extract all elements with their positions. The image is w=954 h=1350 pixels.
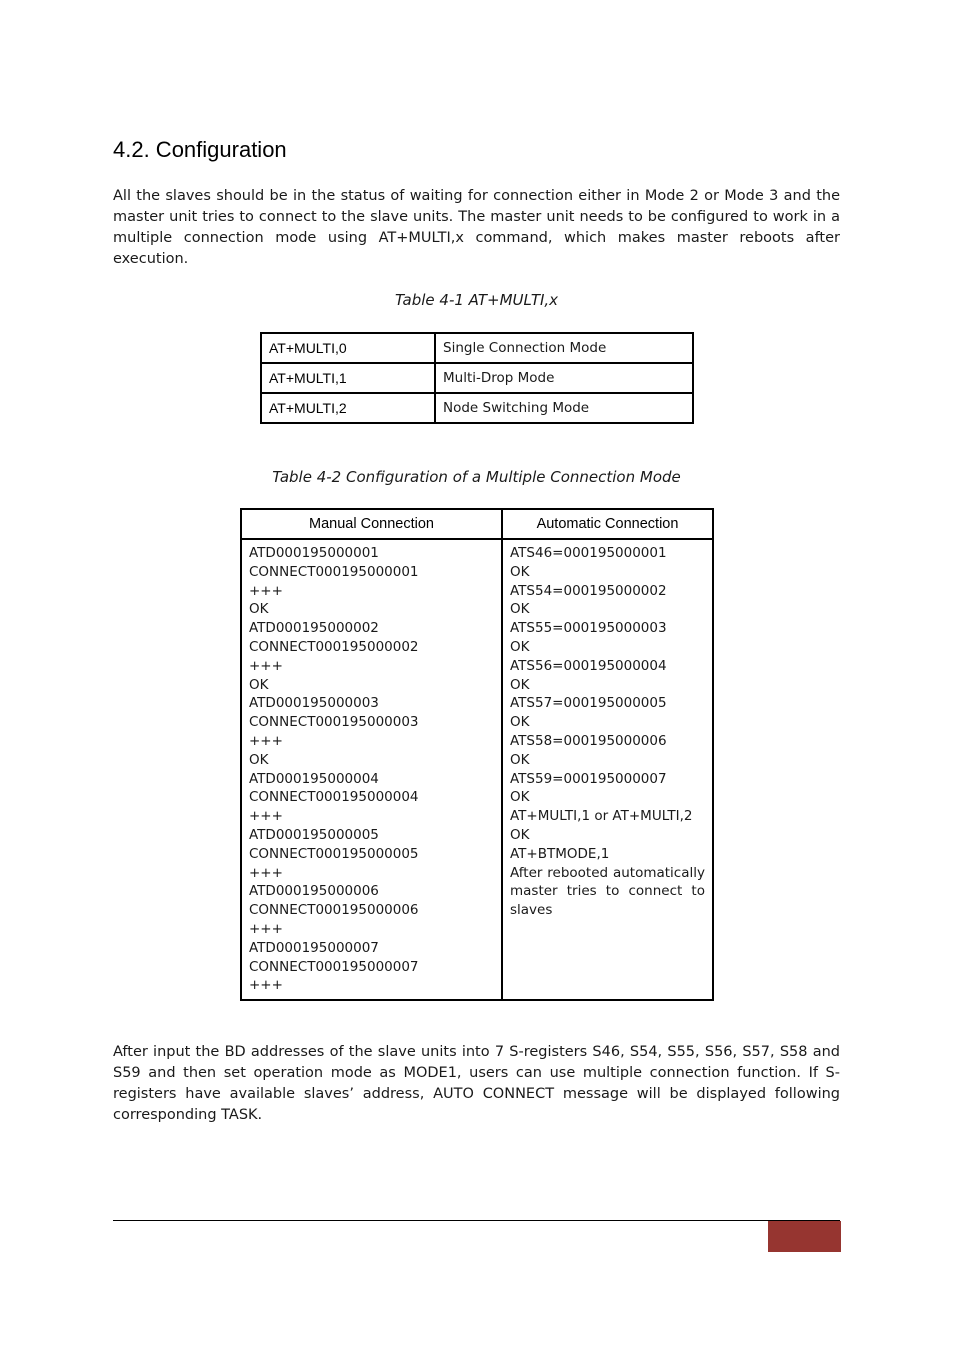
footer-divider xyxy=(113,1220,840,1221)
command-cell: AT+MULTI,0 xyxy=(261,333,435,363)
manual-line: +++ xyxy=(249,657,283,674)
manual-line: +++ xyxy=(249,808,283,825)
command-cell: AT+MULTI,1 xyxy=(261,363,435,393)
table-row xyxy=(261,393,693,423)
automatic-note: After rebooted automatically master tries to connect to slaves xyxy=(510,864,705,919)
manual-line: +++ xyxy=(249,920,283,937)
description-cell: Multi-Drop Mode xyxy=(435,363,693,393)
automatic-line: OK xyxy=(510,638,530,655)
command-cell: AT+MULTI,2 xyxy=(261,393,435,423)
automatic-line: OK xyxy=(510,751,530,768)
automatic-line: AT+MULTI,1 or AT+MULTI,2 xyxy=(510,808,693,825)
manual-line: ATD000195000001 xyxy=(249,545,379,561)
table1-caption: Table 4-1 AT+MULTI,x xyxy=(394,291,559,309)
at-multi-table xyxy=(260,332,694,424)
manual-line: CONNECT000195000002 xyxy=(249,638,419,655)
manual-line: ATD000195000006 xyxy=(249,883,379,900)
manual-line: CONNECT000195000001 xyxy=(249,563,419,580)
closing-paragraph: After input the BD addresses of the slave units into 7 S-registers S46, S54, S55, S56, S57, S58 and S59 and then set operation mode as MODE1, users can use multiple connection function. If S-registers have available slaves’ address, AUTO CONNECT message will be displayed following corresponding TASK. xyxy=(113,1044,840,1123)
description-cell: Single Connection Mode xyxy=(435,333,693,363)
manual-connection-header: Manual Connection xyxy=(241,509,502,539)
automatic-line: ATS58=000195000006 xyxy=(510,732,667,749)
manual-line: +++ xyxy=(249,582,283,599)
multiple-connection-table xyxy=(240,508,714,1001)
manual-line: CONNECT000195000004 xyxy=(249,789,419,806)
automatic-commands-cell xyxy=(502,539,713,1000)
manual-line: ATD000195000002 xyxy=(249,620,379,637)
automatic-line: OK xyxy=(510,789,530,806)
automatic-line: ATS56=000195000004 xyxy=(510,657,667,674)
table-row xyxy=(261,363,693,393)
automatic-line: ATS54=000195000002 xyxy=(510,582,667,599)
manual-line: OK xyxy=(249,676,269,693)
manual-line: OK xyxy=(249,601,269,618)
manual-line: +++ xyxy=(249,732,283,749)
table-row xyxy=(261,333,693,363)
automatic-line: ATS46=000195000001 xyxy=(510,545,667,561)
manual-line: CONNECT000195000003 xyxy=(249,714,419,731)
manual-line: ATD000195000005 xyxy=(249,826,379,843)
manual-line: CONNECT000195000007 xyxy=(249,958,419,975)
automatic-line: ATS59=000195000007 xyxy=(510,770,667,787)
manual-line: ATD000195000007 xyxy=(249,939,379,956)
automatic-line: OK xyxy=(510,676,530,693)
intro-paragraph: All the slaves should be in the status of waiting for connection either in Mode 2 or Mode 3 and the master unit tries to connect to the slave units. The master unit needs to be configured to work in a multiple connection mode using AT+MULTI,x command, which makes master reboots after execution. xyxy=(113,188,840,267)
automatic-line: OK xyxy=(510,714,530,731)
description-cell: Node Switching Mode xyxy=(435,393,693,423)
manual-line: OK xyxy=(249,751,269,768)
manual-line: CONNECT000195000005 xyxy=(249,845,419,862)
manual-line: +++ xyxy=(249,864,283,881)
manual-line: ATD000195000003 xyxy=(249,695,379,712)
manual-line: CONNECT000195000006 xyxy=(249,902,419,919)
automatic-line: OK xyxy=(510,601,530,618)
page-number-box xyxy=(768,1221,841,1252)
automatic-line: ATS57=000195000005 xyxy=(510,695,667,712)
manual-line: ATD000195000004 xyxy=(249,770,379,787)
automatic-line: OK xyxy=(510,826,530,843)
automatic-line: ATS55=000195000003 xyxy=(510,620,667,637)
section-title: 4.2. Configuration xyxy=(113,137,287,162)
manual-line: +++ xyxy=(249,977,283,994)
automatic-line: AT+BTMODE,1 xyxy=(510,845,610,862)
table2-caption: Table 4-2 Configuration of a Multiple Connection Mode xyxy=(272,468,681,486)
automatic-line: OK xyxy=(510,563,530,580)
table-header-row xyxy=(241,509,713,539)
table-row xyxy=(241,539,713,1000)
manual-commands-cell xyxy=(241,539,502,1000)
automatic-connection-header: Automatic Connection xyxy=(502,509,713,539)
